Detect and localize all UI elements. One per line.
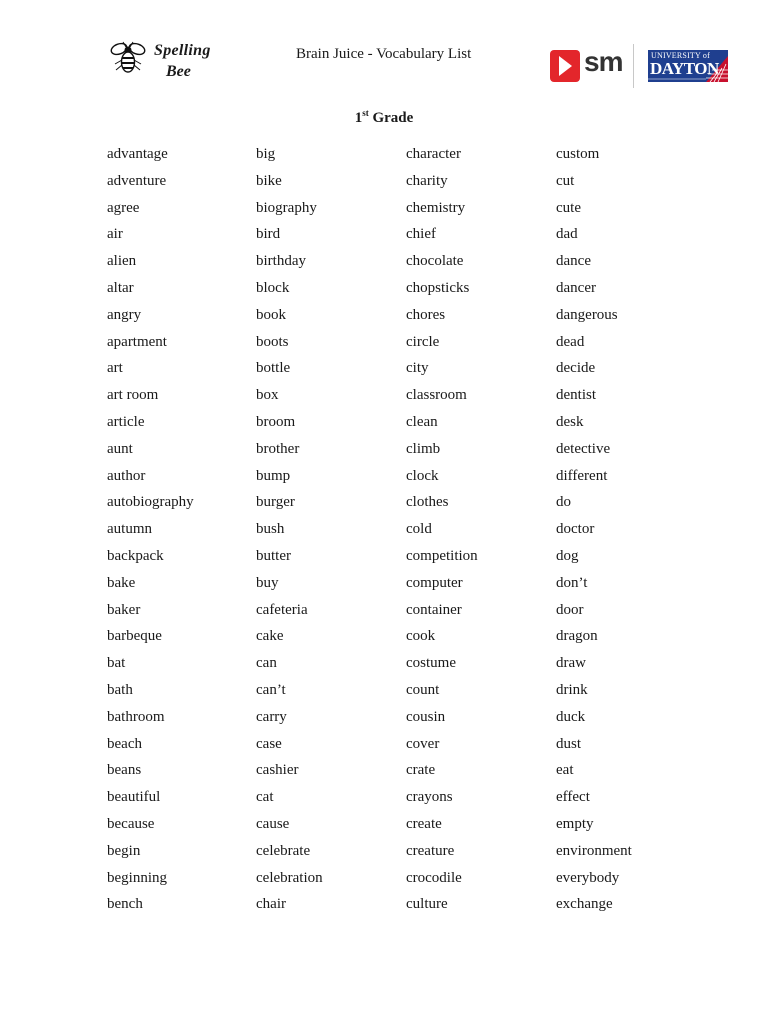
vocabulary-word: bench bbox=[107, 896, 143, 913]
vocabulary-word: aunt bbox=[107, 440, 133, 457]
vocabulary-word: cashier bbox=[256, 762, 299, 779]
spelling-logo-text: Spelling bbox=[154, 42, 211, 59]
vocabulary-word: create bbox=[406, 815, 442, 832]
vocabulary-word: can’t bbox=[256, 681, 286, 698]
vocabulary-word: angry bbox=[107, 306, 142, 323]
vocabulary-word: eat bbox=[556, 762, 574, 779]
vocabulary-word: buy bbox=[256, 574, 279, 591]
vocabulary-word: count bbox=[406, 681, 440, 698]
word-column-1 bbox=[107, 143, 194, 920]
vocabulary-word: city bbox=[406, 360, 429, 377]
vocabulary-word: character bbox=[406, 146, 461, 162]
vocabulary-word: air bbox=[107, 226, 123, 243]
grade-label: Grade bbox=[372, 110, 414, 126]
vocabulary-word: cause bbox=[256, 815, 290, 832]
vocabulary-word: biography bbox=[256, 199, 317, 216]
university-of-dayton-logo bbox=[648, 50, 728, 84]
grade-heading bbox=[0, 108, 768, 127]
vocabulary-word: celebrate bbox=[256, 842, 311, 859]
bee-logo-text: Bee bbox=[166, 63, 191, 80]
vocabulary-word: beach bbox=[107, 735, 142, 752]
vocabulary-word: container bbox=[406, 601, 462, 618]
vocabulary-word: exchange bbox=[556, 896, 613, 913]
vocabulary-word: door bbox=[556, 601, 584, 618]
vocabulary-word: adventure bbox=[107, 172, 167, 189]
vocabulary-word: dust bbox=[556, 735, 582, 752]
vocabulary-word: chocolate bbox=[406, 253, 464, 270]
vocabulary-word: bathroom bbox=[107, 708, 165, 725]
sm-logo bbox=[550, 46, 630, 84]
vocabulary-word: chopsticks bbox=[406, 279, 470, 296]
word-column-2 bbox=[256, 143, 323, 920]
vocabulary-word: bath bbox=[107, 681, 133, 698]
vocabulary-word: clean bbox=[406, 413, 438, 430]
vocabulary-word: culture bbox=[406, 896, 448, 913]
vocabulary-word: decide bbox=[556, 360, 596, 377]
vocabulary-word: beginning bbox=[107, 869, 167, 886]
vocabulary-word: box bbox=[256, 387, 279, 404]
vocabulary-word: bake bbox=[107, 574, 136, 591]
spelling-bee-logo bbox=[108, 36, 228, 84]
vocabulary-word: desk bbox=[556, 413, 584, 430]
vocabulary-word: drink bbox=[556, 681, 588, 698]
vocabulary-word: agree bbox=[107, 199, 140, 216]
vocabulary-word: block bbox=[256, 279, 290, 296]
vocabulary-word: crayons bbox=[406, 789, 453, 806]
vocabulary-word: carry bbox=[256, 708, 287, 725]
page-header bbox=[0, 30, 768, 100]
vocabulary-word: dad bbox=[556, 226, 578, 243]
word-column-4 bbox=[556, 143, 632, 920]
vocabulary-word: chief bbox=[406, 226, 436, 243]
vocabulary-word: alien bbox=[107, 253, 137, 270]
vocabulary-word: butter bbox=[256, 547, 291, 564]
vocabulary-word: competition bbox=[406, 547, 478, 564]
vocabulary-word: costume bbox=[406, 655, 456, 672]
vocabulary-word: effect bbox=[556, 789, 590, 806]
vocabulary-word: clothes bbox=[406, 494, 449, 511]
vocabulary-word: can bbox=[256, 655, 277, 672]
vocabulary-word: cousin bbox=[406, 708, 446, 725]
vocabulary-word: environment bbox=[556, 842, 632, 859]
vocabulary-word: doctor bbox=[556, 521, 595, 538]
ud-logo-main-text: DAYTON bbox=[650, 59, 719, 78]
document-title: Brain Juice - Vocabulary List bbox=[296, 46, 472, 62]
vocabulary-word: because bbox=[107, 815, 155, 832]
vocabulary-word: chair bbox=[256, 896, 286, 913]
vocabulary-word: duck bbox=[556, 708, 586, 725]
vocabulary-word: chemistry bbox=[406, 199, 466, 216]
vocabulary-word: beautiful bbox=[107, 789, 161, 806]
vocabulary-word: broom bbox=[256, 413, 296, 430]
vocabulary-word: cut bbox=[556, 172, 575, 189]
vocabulary-word: bat bbox=[107, 655, 126, 672]
vocabulary-word: barbeque bbox=[107, 628, 162, 645]
vocabulary-word: dog bbox=[556, 547, 579, 564]
vocabulary-word: climb bbox=[406, 440, 441, 457]
vocabulary-word: bush bbox=[256, 521, 285, 538]
vocabulary-word: boots bbox=[256, 333, 289, 350]
vocabulary-word: birthday bbox=[256, 253, 306, 270]
vocabulary-word: article bbox=[107, 413, 145, 430]
vocabulary-word: cover bbox=[406, 735, 440, 752]
vocabulary-word: begin bbox=[107, 842, 141, 859]
vocabulary-word: computer bbox=[406, 574, 463, 591]
vocabulary-word: dance bbox=[556, 253, 591, 270]
grade-suffix: st bbox=[362, 108, 369, 118]
vocabulary-word: everybody bbox=[556, 869, 620, 886]
vocabulary-word: baker bbox=[107, 601, 141, 618]
vocabulary-word: cook bbox=[406, 628, 436, 645]
vocabulary-word: bottle bbox=[256, 360, 291, 377]
vocabulary-word: custom bbox=[556, 146, 600, 162]
vocabulary-word: celebration bbox=[256, 869, 323, 886]
vocabulary-word: dangerous bbox=[556, 306, 618, 323]
vocabulary-word: advantage bbox=[107, 146, 168, 162]
vocabulary-word: chores bbox=[406, 306, 446, 323]
vocabulary-word: bump bbox=[256, 467, 291, 484]
sm-play-icon bbox=[550, 50, 580, 82]
vocabulary-word: cafeteria bbox=[256, 601, 308, 618]
vocabulary-word: different bbox=[556, 467, 608, 484]
sm-logo-text: sm bbox=[584, 46, 623, 77]
logo-divider bbox=[633, 44, 634, 88]
vocabulary-word: cake bbox=[256, 628, 284, 645]
word-column-3 bbox=[406, 143, 478, 920]
vocabulary-word: backpack bbox=[107, 547, 164, 564]
vocabulary-word: detective bbox=[556, 440, 611, 457]
vocabulary-word: bird bbox=[256, 226, 281, 243]
vocabulary-word: crocodile bbox=[406, 869, 462, 886]
vocabulary-word: case bbox=[256, 735, 282, 752]
vocabulary-word: altar bbox=[107, 279, 134, 296]
vocabulary-word: circle bbox=[406, 333, 440, 350]
vocabulary-word: clock bbox=[406, 467, 439, 484]
vocabulary-word: art room bbox=[107, 387, 159, 404]
vocabulary-word: do bbox=[556, 494, 571, 511]
vocabulary-word: cat bbox=[256, 789, 274, 806]
vocabulary-word: classroom bbox=[406, 387, 467, 404]
vocabulary-word: apartment bbox=[107, 333, 167, 350]
vocabulary-word: book bbox=[256, 306, 286, 323]
vocabulary-word: dentist bbox=[556, 387, 596, 404]
vocabulary-word: dancer bbox=[556, 279, 596, 296]
vocabulary-word: autobiography bbox=[107, 494, 194, 511]
vocabulary-word: draw bbox=[556, 655, 586, 672]
vocabulary-word: crate bbox=[406, 762, 436, 779]
vocabulary-word: autumn bbox=[107, 521, 152, 538]
vocabulary-word: art bbox=[107, 360, 123, 377]
vocabulary-word: burger bbox=[256, 494, 295, 511]
vocabulary-word: cold bbox=[406, 521, 432, 538]
grade-number: 1 bbox=[354, 110, 363, 126]
vocabulary-word: beans bbox=[107, 762, 142, 779]
ud-logo-top-text: UNIVERSITY of bbox=[651, 51, 710, 60]
vocabulary-word: big bbox=[256, 146, 276, 162]
vocabulary-word: cute bbox=[556, 199, 581, 216]
vocabulary-word: don’t bbox=[556, 574, 588, 591]
vocabulary-word: empty bbox=[556, 815, 594, 832]
vocabulary-word: creature bbox=[406, 842, 455, 859]
vocabulary-word: bike bbox=[256, 172, 282, 189]
vocabulary-word: brother bbox=[256, 440, 300, 457]
bee-icon bbox=[108, 40, 148, 76]
vocabulary-word: charity bbox=[406, 172, 448, 189]
vocabulary-word: dragon bbox=[556, 628, 598, 645]
vocabulary-word: dead bbox=[556, 333, 585, 350]
vocabulary-word: author bbox=[107, 467, 146, 484]
